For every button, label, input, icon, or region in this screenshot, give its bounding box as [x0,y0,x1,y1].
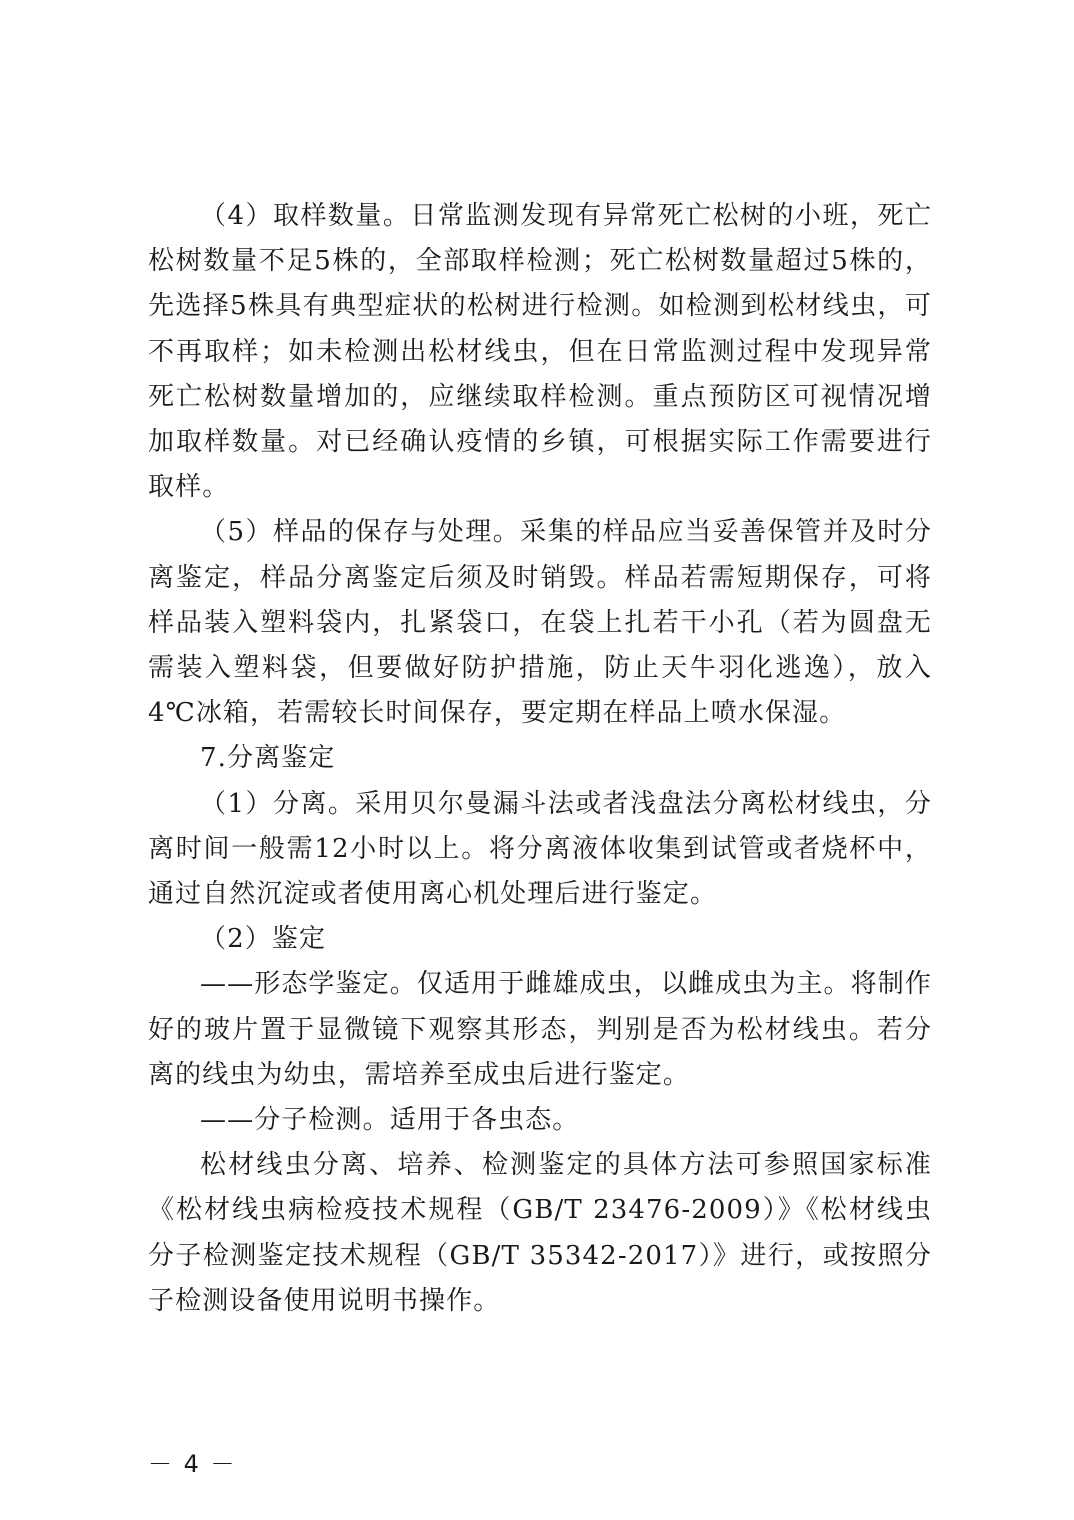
paragraph-molecular-detection: ——分子检测。适用于各虫态。 [200,1105,580,1136]
section-heading-separation-identification: 7.分离鉴定 [200,743,336,774]
paragraph-morphological-identification: ——形态学鉴定。仅适用于雌雄成虫，以雌成虫为主。将制作好的玻片置于显微镜下观察其形态，判别是否为松材线虫。若分离的线虫为幼虫，需培养至成虫后进行鉴定。 [148,969,932,1090]
paragraph-sample-storage: （5）样品的保存与处理。采集的样品应当妥善保管并及时分离鉴定，样品分离鉴定后须及时销毁。样品若需短期保存，可将样品装入塑料袋内，扎紧袋口，在袋上扎若干小孔（若为圆盘无需装入塑料袋，但要做好防护措施，防止天牛羽化逃逸），放入4℃冰箱，若需较长时间保存，要定期在样品上喷水保湿。 [148,517,932,729]
paragraph-identification-heading: （2）鉴定 [200,924,327,955]
page-number: － 4 － [148,1450,237,1478]
paragraph-separation: （1）分离。采用贝尔曼漏斗法或者浅盘法分离松材线虫，分离时间一般需12小时以上。将分离液体收集到试管或者烧杯中，通过自然沉淀或者使用离心机处理后进行鉴定。 [148,788,932,910]
paragraph-reference-standards: 松材线虫分离、培养、检测鉴定的具体方法可参照国家标准《松材线虫病检疫技术规程（GB/T 23476-2009）》《松材线虫分子检测鉴定技术规程（GB/T 35342-2017）》进行，或按照分子检测设备使用说明书操作。 [148,1150,932,1316]
document-body [148,194,932,1324]
paragraph-sampling-quantity: （4）取样数量。日常监测发现有异常死亡松树的小班，死亡松树数量不足5株的，全部取样检测；死亡松树数量超过5株的，先选择5株具有典型症状的松树进行检测。如检测到松材线虫，可不再取样；如未检测出松材线虫，但在日常监测过程中发现异常死亡松树数量增加的，应继续取样检测。重点预防区可视情况增加取样数量。对已经确认疫情的乡镇，可根据实际工作需要进行取样。 [148,201,932,503]
